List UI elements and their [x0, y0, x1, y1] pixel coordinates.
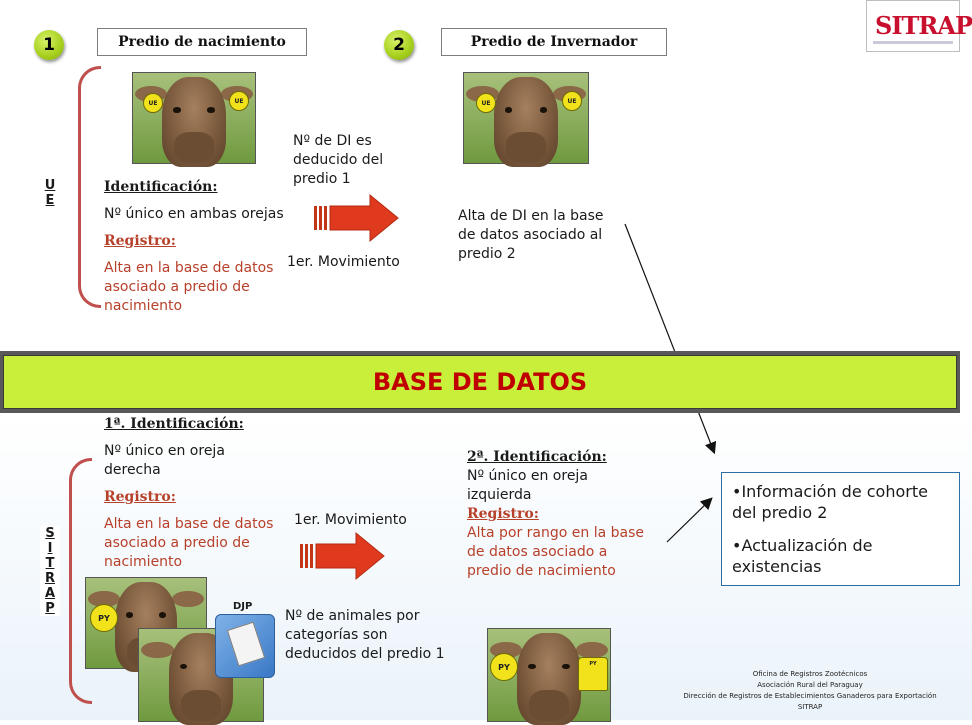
- registro-text: Alta en la base de datos asociado a predio de nacimiento: [104, 260, 274, 314]
- registro-label: Registro:: [104, 233, 176, 249]
- registro-2-text: Alta por rango en la base de datos asociado a predio de nacimiento: [467, 525, 644, 579]
- identificacion-1-label: 1ª. Identificación:: [104, 416, 244, 432]
- registro-1-text: Alta en la base de datos asociado a predio de nacimiento: [104, 516, 274, 570]
- djp-document-icon: [215, 614, 275, 678]
- movement-arrow-bottom: [298, 531, 388, 581]
- step-number-2: 2: [384, 30, 414, 60]
- sitrap-letter: P: [45, 601, 55, 616]
- identificacion-label: Identificación:: [104, 179, 218, 195]
- sitrap-letter: A: [44, 586, 56, 601]
- registro-2-label: Registro:: [467, 506, 539, 522]
- ear-tag-rect-icon: PY: [578, 657, 608, 691]
- footer-line: Dirección de Registros de Establecimientos Ganaderos para Exportación: [683, 692, 937, 700]
- sitrap-letter: R: [44, 571, 55, 586]
- identificacion-text: Nº único en ambas orejas: [104, 206, 284, 222]
- footer-line: SITRAP: [797, 703, 823, 711]
- cow-photo-sitrap-predio-2: [487, 628, 611, 722]
- step-title-2: Predio de Invernador: [441, 28, 667, 56]
- ear-tag-icon: PY: [490, 653, 518, 681]
- bottom-identificacion-2-block: [467, 448, 652, 581]
- ue-letter: E: [45, 193, 55, 208]
- info-box: [721, 472, 960, 586]
- step-title-1: Predio de nacimiento: [97, 28, 307, 56]
- ear-tag-icon: UE: [562, 91, 582, 111]
- ue-letter: U: [44, 178, 56, 193]
- info-item-cohorte: •Información de cohorte del predio 2: [732, 482, 928, 522]
- deducido-text: Nº de DI es deducido del predio 1: [293, 133, 384, 187]
- identificacion-2-text: Nº único en oreja izquierda: [467, 468, 588, 503]
- footer-credits: [672, 669, 948, 713]
- ear-tag-icon: UE: [476, 93, 496, 113]
- ear-tag-icon: UE: [229, 91, 249, 111]
- deducidos-text: Nº de animales por categorías son deducidos del predio 1: [285, 608, 445, 662]
- movimiento-top-text: 1er. Movimiento: [287, 254, 400, 270]
- footer-line: Asociación Rural del Paraguay: [757, 681, 863, 689]
- sitrap-letter: T: [45, 556, 55, 571]
- step-number-1: 1: [34, 30, 64, 60]
- info-item-existencias: •Actualización de existencias: [732, 536, 873, 576]
- identificacion-2-label: 2ª. Identificación:: [467, 449, 607, 465]
- registro-1-label: Registro:: [104, 489, 176, 505]
- footer-line: Oficina de Registros Zootécnicos: [752, 670, 868, 678]
- identificacion-1-text: Nº único en oreja derecha: [104, 443, 225, 478]
- ear-tag-icon: UE: [143, 93, 163, 113]
- ear-tag-icon: PY: [90, 604, 118, 632]
- djp-label: DJP: [233, 601, 253, 612]
- bottom-identificacion-1-block: [104, 415, 284, 580]
- sitrap-letter: I: [47, 541, 53, 556]
- sitrap-letter: S: [45, 526, 55, 541]
- movimiento-bottom-text: 1er. Movimiento: [294, 512, 407, 528]
- logo-text: SITRAP: [875, 11, 972, 40]
- alta-predio-2-text: Alta de DI en la base de datos asociado al predio 2: [458, 208, 604, 262]
- base-de-datos-bar: BASE DE DATOS: [3, 355, 957, 409]
